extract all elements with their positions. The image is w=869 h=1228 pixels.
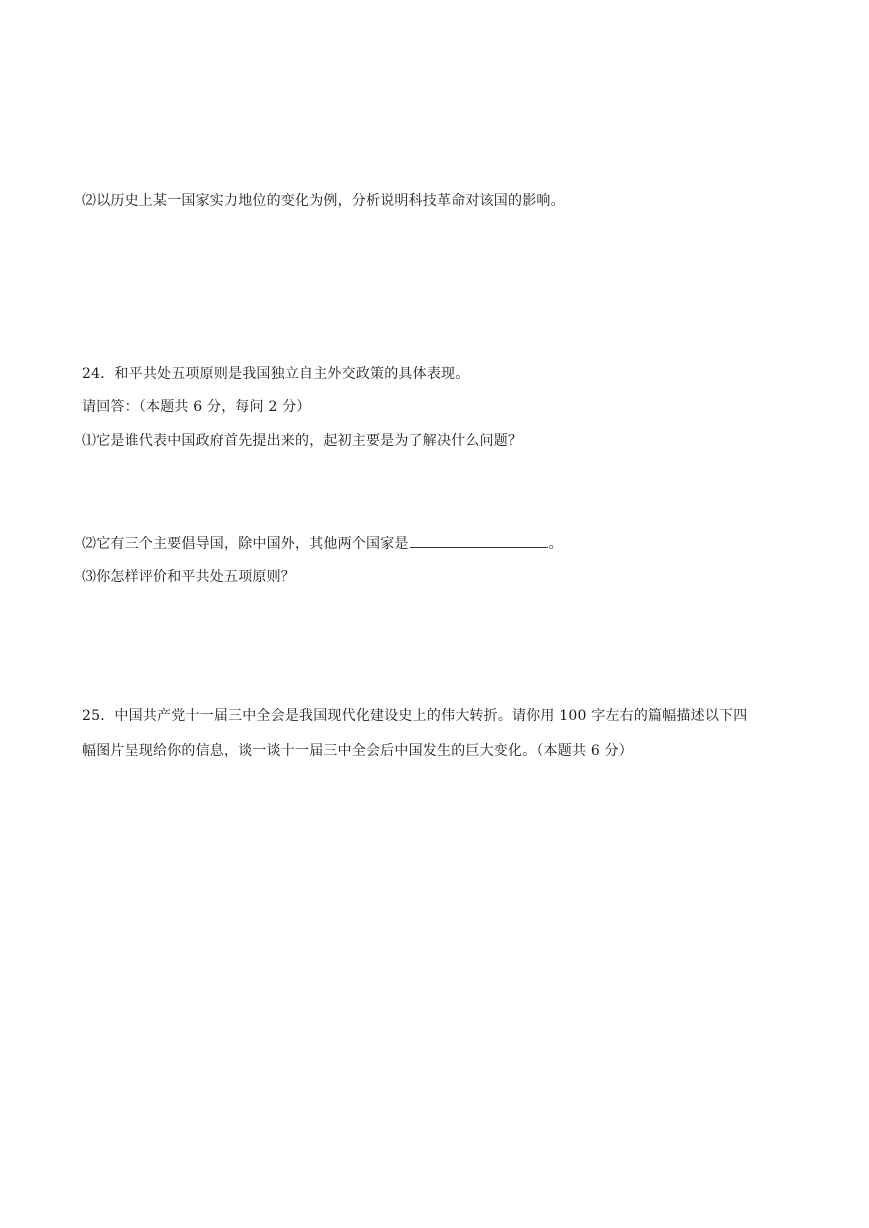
question-24-part-3: ⑶你怎样评价和平共处五项原则？ [82, 569, 295, 585]
question-24-part-1: ⑴它是谁代表中国政府首先提出来的，起初主要是为了解决什么问题？ [82, 433, 523, 449]
question-23-part-2: ⑵以历史上某一国家实力地位的变化为例，分析说明科技革命对该国的影响。 [82, 193, 565, 209]
question-24-instruction: 请回答：（本题共 6 分，每问 2 分） [82, 399, 311, 415]
question-24-part-2-text: ⑵它有三个主要倡导国，除中国外，其他两个国家是 [82, 536, 409, 552]
answer-blank[interactable] [410, 533, 548, 548]
question-24-part-2 [82, 533, 563, 554]
question-24-stem: 24．和平共处五项原则是我国独立自主外交政策的具体表现。 [82, 366, 470, 382]
question-25-line-1: 25．中国共产党十一届三中全会是我国现代化建设史上的伟大转折。请你用 100 字左右的篇幅描述以下四 [82, 708, 748, 724]
question-25-line-2: 幅图片呈现给你的信息，谈一谈十一届三中全会后中国发生的巨大变化。（本题共 6 分） [82, 743, 634, 759]
question-24-part-2-end: 。 [548, 536, 563, 552]
